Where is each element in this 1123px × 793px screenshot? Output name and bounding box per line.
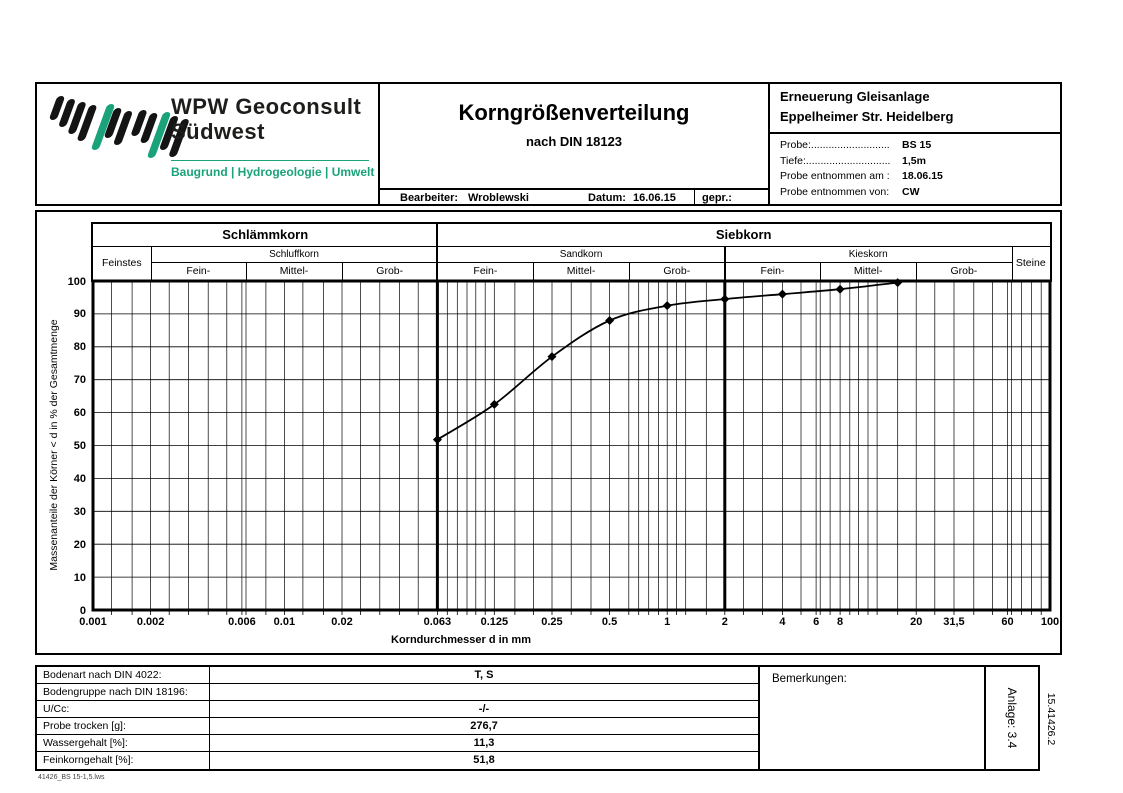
x-tick-label: 4 <box>779 616 786 628</box>
grain-size-distribution-plot <box>93 281 1050 621</box>
sample-field-value: CW <box>902 185 920 198</box>
page-title: Korngrößenverteilung <box>458 100 690 125</box>
fraction-band-label: Fein- <box>473 265 498 277</box>
table-row-value: T, S <box>474 669 494 681</box>
table-row-label: Probe trocken [g]: <box>37 718 210 734</box>
logo-cell <box>37 84 380 204</box>
fraction-band-label: Mittel- <box>853 265 883 277</box>
sample-field-label: Probe entnommen am : <box>780 170 890 182</box>
table-row <box>37 735 758 752</box>
fraction-band-line <box>916 262 917 280</box>
x-tick-label: 1 <box>664 616 671 628</box>
table-row-value: 276,7 <box>470 720 498 732</box>
fraction-band-line <box>629 262 630 280</box>
project-title-box <box>770 84 1060 134</box>
project-cell <box>768 84 1060 204</box>
x-tick-label: 0.001 <box>79 616 107 628</box>
table-row-value: 51,8 <box>473 754 495 766</box>
fraction-band-label: Sandkorn <box>559 249 603 260</box>
x-tick-label: 0.063 <box>423 616 452 628</box>
table-row-label: Wassergehalt [%]: <box>37 735 210 751</box>
fraction-band-label: Mittel- <box>566 265 596 277</box>
grain-fraction-band <box>91 222 1052 282</box>
editor-strip-divider <box>694 188 695 206</box>
x-tick-label: 0.002 <box>136 616 165 628</box>
anlage-number: Anlage: 3.4 <box>1005 687 1019 749</box>
sample-field-label: Probe:........................... <box>780 139 890 151</box>
fraction-band-line <box>246 262 247 280</box>
y-tick-label: 70 <box>73 374 86 387</box>
y-tick-label: 0 <box>79 604 86 617</box>
table-row-value: 11,3 <box>473 737 495 749</box>
bearbeiter-label: Bearbeiter: <box>400 192 459 204</box>
x-tick-label: 0.125 <box>480 616 509 628</box>
x-tick-label: 31,5 <box>943 616 965 628</box>
table-row-value <box>210 684 758 700</box>
project-line1: Erneuerung Gleisanlage <box>780 89 930 104</box>
x-tick-label: 0.02 <box>331 616 353 628</box>
y-tick-label: 60 <box>73 407 86 420</box>
editor-strip <box>380 188 768 204</box>
x-tick-label: 60 <box>1001 616 1014 628</box>
table-row <box>37 752 758 769</box>
y-tick-label: 80 <box>73 341 86 354</box>
sample-field-label: Probe entnommen von: <box>780 185 890 198</box>
bearbeiter-value: Wroblewski <box>468 192 529 204</box>
fraction-band-line <box>820 262 821 280</box>
brand-tagline: Baugrund | Hydrogeologie | Umwelt <box>171 165 375 179</box>
brand-name-line2: Südwest <box>171 119 265 144</box>
x-axis-title: Korndurchmesser d in mm <box>391 634 531 646</box>
fraction-band-label: Steine <box>1015 257 1046 269</box>
table-row-value: -/- <box>478 703 490 715</box>
fraction-band-label: Schluffkorn <box>269 249 319 260</box>
datum-value: 16.06.15 <box>633 192 676 204</box>
sample-field-value: 18.06.15 <box>902 170 943 182</box>
y-tick-label: 20 <box>73 538 86 551</box>
y-tick-label: 10 <box>73 571 86 584</box>
header-box <box>35 82 1062 206</box>
x-tick-label: 0.25 <box>541 616 563 628</box>
sample-info-fields <box>770 134 1060 204</box>
table-row-label: U/Cc: <box>37 701 210 717</box>
footer-filename: 41426_BS 15-1,5.lws <box>38 774 105 781</box>
fraction-band-label: Fein- <box>186 265 211 277</box>
project-line2: Eppelheimer Str. Heidelberg <box>780 109 954 124</box>
data-point-marker <box>836 285 845 294</box>
table-row-label: Feinkorngehalt [%]: <box>37 752 210 769</box>
x-tick-label: 6 <box>813 616 820 628</box>
y-tick-label: 40 <box>73 472 86 485</box>
x-tick-label: 0.01 <box>273 616 296 628</box>
y-tick-label: 30 <box>73 505 86 518</box>
x-tick-label: 0.006 <box>228 616 256 628</box>
table-row-label: Bodengruppe nach DIN 18196: <box>37 684 210 700</box>
fraction-band-line <box>342 262 343 280</box>
table-row-label: Bodenart nach DIN 4022: <box>37 667 210 683</box>
sample-field-label: Tiefe:............................. <box>780 154 891 167</box>
x-tick-label: 0.5 <box>601 616 618 628</box>
fraction-band-label: Grob- <box>663 265 691 277</box>
sample-field-value: 1,5m <box>902 154 926 167</box>
document-number: 15.41426.2 <box>1045 692 1057 746</box>
fraction-band-label: Feinstes <box>101 257 142 269</box>
remarks-label: Bemerkungen: <box>772 673 847 685</box>
title-cell <box>380 84 768 204</box>
table-row <box>37 701 758 718</box>
data-point-marker <box>720 295 729 304</box>
brand-name-line1: WPW Geoconsult <box>171 94 362 119</box>
data-point-marker <box>433 435 442 444</box>
remarks-box <box>758 665 986 771</box>
x-tick-label: 20 <box>910 616 923 628</box>
data-point-marker <box>605 316 614 325</box>
fraction-band-label: Mittel- <box>279 265 309 277</box>
data-point-marker <box>778 290 787 299</box>
fraction-band-label: Schlämmkorn <box>222 227 309 242</box>
y-tick-label: 100 <box>67 275 86 288</box>
fraction-band-line <box>151 247 152 280</box>
fraction-band-line <box>533 262 534 280</box>
page-subtitle: nach DIN 18123 <box>525 134 623 149</box>
datum-label: Datum: <box>588 192 626 204</box>
gepr-label: gepr.: <box>702 192 732 204</box>
table-row <box>37 718 758 735</box>
x-tick-label: 100 <box>1040 616 1060 628</box>
sample-field-value: BS 15 <box>902 139 932 151</box>
table-row <box>37 667 758 684</box>
fraction-band-label: Siebkorn <box>715 227 772 242</box>
y-tick-label: 50 <box>73 440 86 452</box>
soil-parameters-table <box>35 665 760 771</box>
fraction-band-label: Grob- <box>376 265 404 277</box>
data-point-marker <box>663 301 672 310</box>
fraction-band-label: Kieskorn <box>848 249 888 260</box>
x-tick-label: 8 <box>836 616 844 628</box>
brand-divider <box>171 160 369 161</box>
fraction-band-line <box>724 247 726 280</box>
fraction-band-label: Fein- <box>760 265 785 277</box>
fraction-band-line <box>1012 247 1013 280</box>
y-axis-title: Massenanteile der Körner < d in % der Gesamtmenge <box>48 319 60 571</box>
table-row <box>37 684 758 701</box>
x-tick-label: 2 <box>721 616 728 628</box>
fraction-band-label: Grob- <box>950 265 978 277</box>
y-tick-label: 90 <box>73 308 86 321</box>
